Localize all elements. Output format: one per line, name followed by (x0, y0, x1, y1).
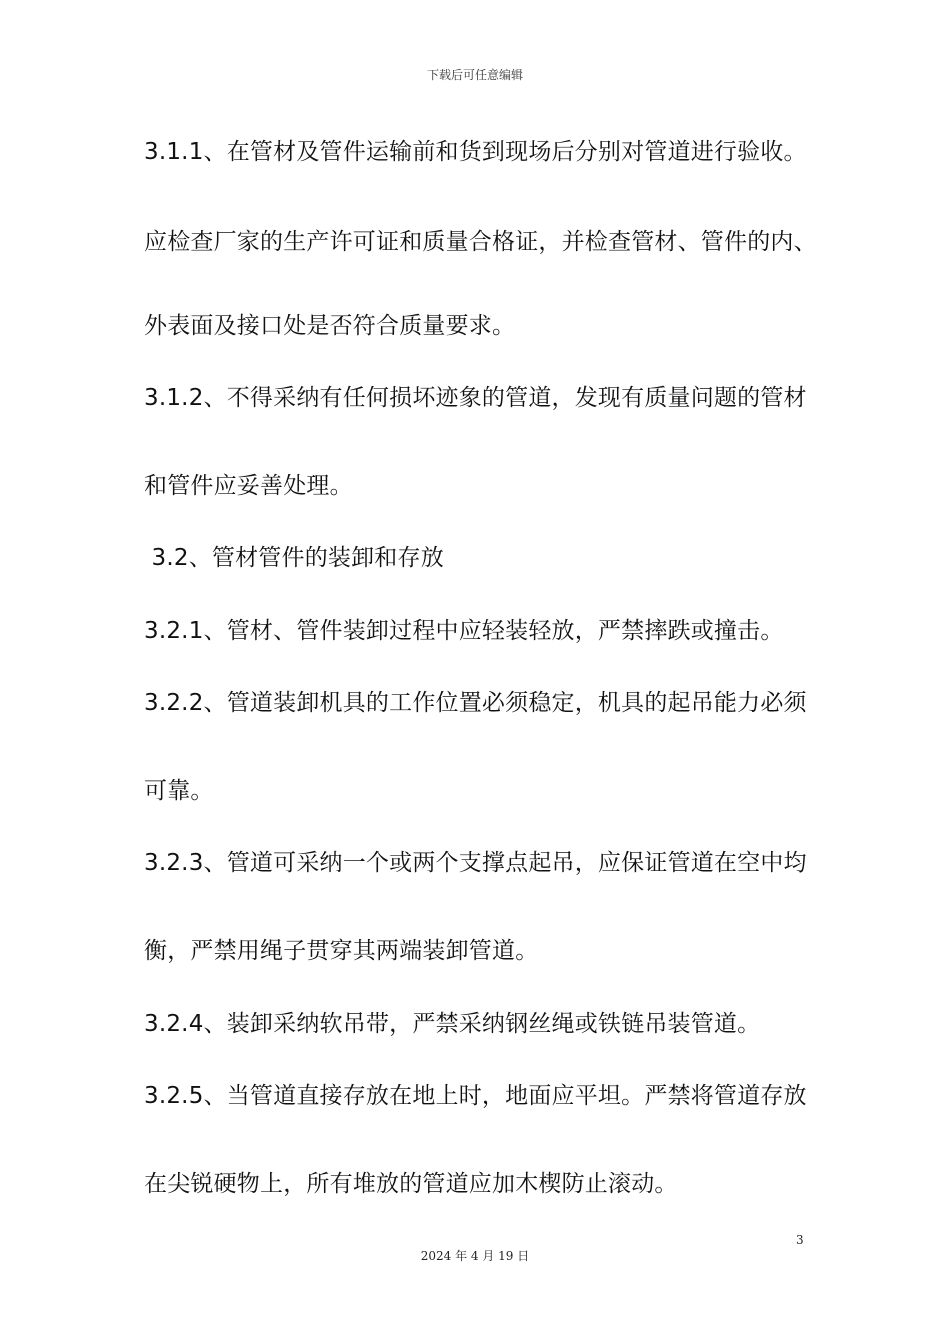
paragraph-line: 可靠。 (144, 778, 214, 804)
paragraph-line: 外表面及接口处是否符合质量要求。 (144, 313, 516, 339)
paragraph-line: 和管件应妥善处理。 (144, 473, 353, 499)
paragraph-line: 3.2.2、管道装卸机具的工作位置必须稳定，机具的起吊能力必须 (144, 690, 807, 716)
paragraph-line: 3.2.5、当管道直接存放在地上时，地面应平坦。严禁将管道存放 (144, 1083, 807, 1109)
paragraph-line: 3.1.1、在管材及管件运输前和货到现场后分别对管道进行验收。 (144, 139, 807, 165)
paragraph-line: 3.2.4、装卸采纳软吊带，严禁采纳钢丝绳或铁链吊装管道。 (144, 1011, 761, 1037)
paragraph-line: 应检查厂家的生产许可证和质量合格证，并检查管材、管件的内、 (144, 229, 817, 255)
paragraph-line: 3.2.3、管道可采纳一个或两个支撑点起吊，应保证管道在空中均 (144, 850, 807, 876)
paragraph-line: 3.2.1、管材、管件装卸过程中应轻装轻放，严禁摔跌或撞击。 (144, 618, 784, 644)
paragraph-line: 在尖锐硬物上，所有堆放的管道应加木楔防止滚动。 (144, 1171, 678, 1197)
page-header: 下载后可任意编辑 (426, 68, 523, 82)
footer-date: 2024 年 4 月 19 日 (420, 1249, 530, 1263)
paragraph-line: 3.1.2、不得采纳有任何损坏迹象的管道，发现有质量问题的管材 (144, 385, 807, 411)
page-number: 3 (796, 1233, 804, 1247)
paragraph-line: 衡，严禁用绳子贯穿其两端装卸管道。 (144, 938, 539, 964)
section-heading: 3.2、管材管件的装卸和存放 (144, 545, 444, 571)
